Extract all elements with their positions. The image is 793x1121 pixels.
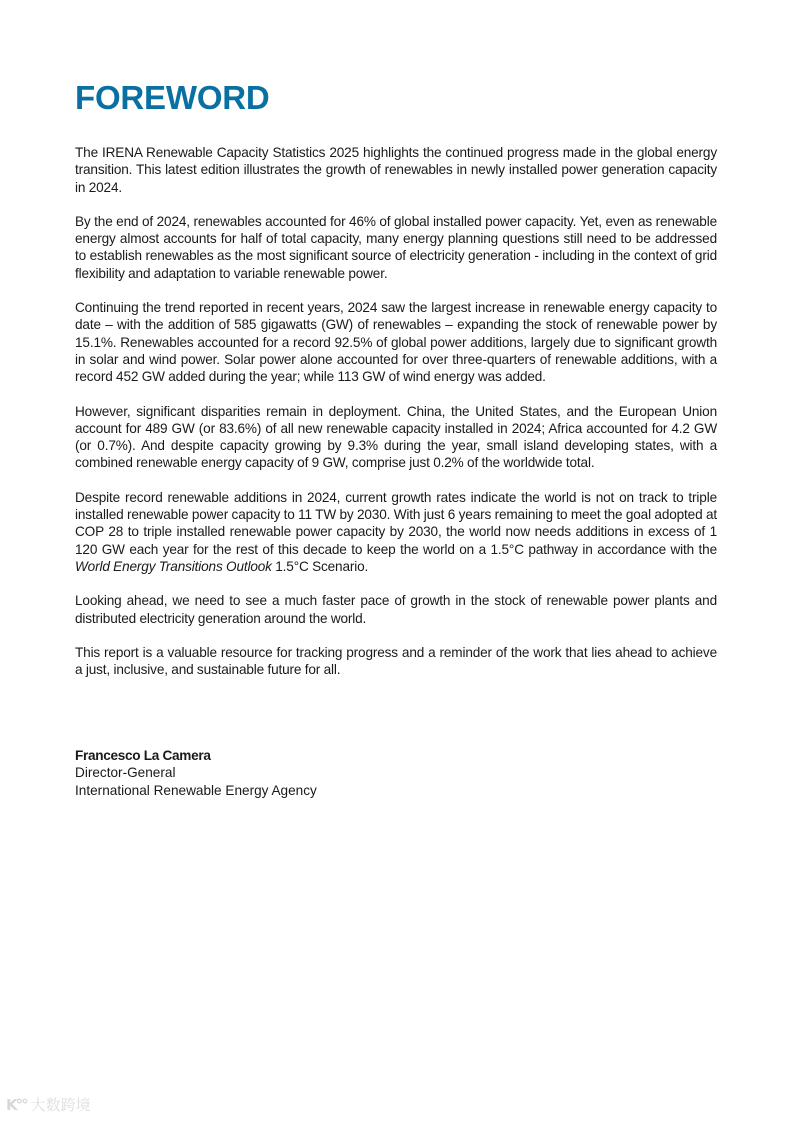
report-title-italic: World Energy Transitions Outlook — [75, 558, 272, 574]
paragraph-looking-ahead: Looking ahead, we need to see a much faster pace of growth in the stock of renewable power plants and distributed electricity generation around the world. — [75, 593, 717, 626]
paragraph-text: 1.5°C Scenario. — [271, 558, 369, 574]
watermark-text: 大数跨境 — [30, 1096, 91, 1114]
paragraph-closing: This report is a valuable resource for tracking progress and a reminder of the work that lies ahead to achieve a just, inclusive, and sustainable future for all. — [75, 644, 717, 678]
foreword-body — [75, 144, 717, 695]
paragraph-tripling-goal — [75, 489, 717, 575]
signatory-organization: International Renewable Energy Agency — [75, 782, 317, 798]
paragraph-intro: The IRENA Renewable Capacity Statistics 2025 highlights the continued progress made in the global energy transition. This latest edition illustrates the growth of renewables in newly installed power generation capacity in 2024. — [75, 145, 717, 195]
paragraph-disparities: However, significant disparities remain in deployment. China, the United States, and the European Union account for 489 GW (or 83.6%) of all new renewable capacity installed in 2024; Africa accounted for 4.2 GW (or 0.7%). And despite capacity growing by 9.3% during the year, small island developing states, with a combined renewable energy capacity of 9 GW, comprise just 0.2% of the worldwide total. — [75, 403, 717, 471]
paragraph-capacity-share: By the end of 2024, renewables accounted for 46% of global installed power capacity. Yet, even as renewable energy almost accounts for half of total capacity, many energy planning questions still need to be addressed to establish renewables as the most significant source of electricity generation - including in the context of grid flexibility and adaptation to variable renewable power. — [75, 213, 717, 281]
signature-block — [75, 747, 317, 799]
signatory-role: Director-General — [75, 765, 176, 781]
signatory-name: Francesco La Camera — [75, 748, 211, 763]
page-title: FOREWORD — [75, 79, 270, 116]
watermark-logo-icon: K°° — [6, 1095, 27, 1114]
paragraph-text: Despite record renewable additions in 2024, current growth rates indicate the world is not on track to triple installed renewable power capacity to 11 TW by 2030. With just 6 years remaining to meet the goal adopted at COP 28 to triple installed renewable power capacity by 2030, the world now needs additions in excess of 1 120 GW each year for the rest of this decade to keep the world on a 1.5°C pathway in accordance with the — [75, 489, 717, 557]
paragraph-2024-additions: Continuing the trend reported in recent years, 2024 saw the largest increase in renewable energy capacity to date – with the addition of 585 gigawatts (GW) of renewables – expanding the stock of renewable power by 15.1%. Renewables accounted for a record 92.5% of global power additions, largely due to significant growth in solar and wind power. Solar power alone accounted for over three-quarters of renewable additions, with a record 452 GW added during the year; while 113 GW of wind energy was added. — [75, 300, 717, 385]
watermark — [6, 1094, 91, 1115]
